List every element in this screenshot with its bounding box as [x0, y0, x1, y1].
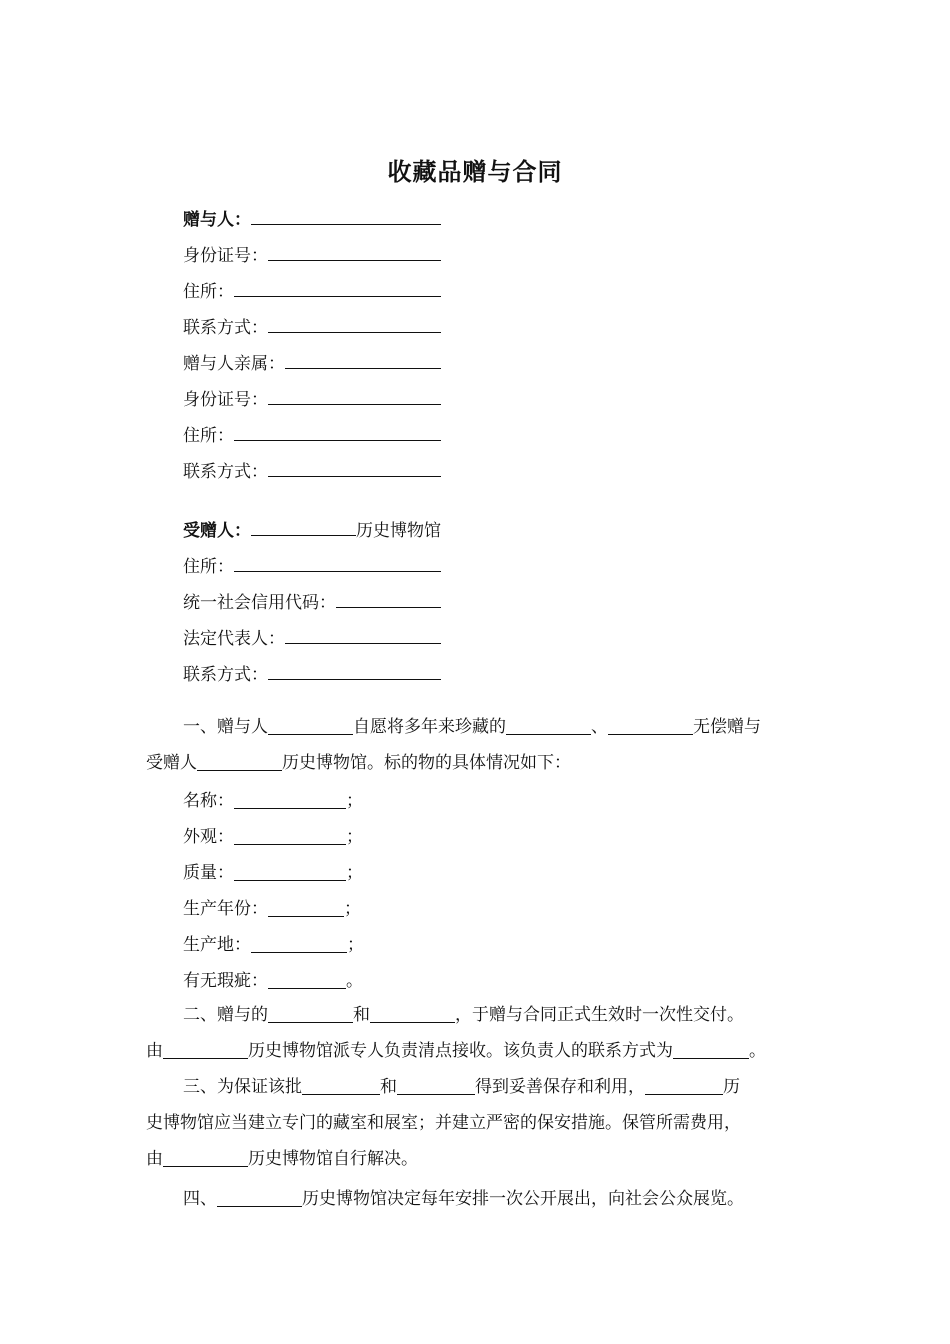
donor-address-row	[183, 266, 441, 302]
museum-blank[interactable]	[197, 752, 282, 771]
clause-text: 受赠人	[146, 753, 197, 773]
recipient-credit-code-blank[interactable]	[336, 587, 441, 608]
donor-address-blank[interactable]	[234, 276, 441, 297]
clause-text: 得到妥善保存和利用，	[475, 1077, 645, 1097]
recipient-name-blank[interactable]	[251, 515, 356, 536]
item-blank[interactable]	[302, 1076, 380, 1095]
item-year-blank[interactable]	[268, 898, 344, 917]
item-quality-row	[183, 855, 364, 891]
donor-id-row	[183, 230, 441, 266]
clause-text: 自愿将多年来珍藏的	[353, 717, 506, 737]
donor-blank[interactable]	[268, 716, 353, 735]
item-origin-blank[interactable]	[251, 934, 347, 953]
clause-text: 历史博物馆自行解决。	[248, 1149, 418, 1169]
item-defect-blank[interactable]	[268, 970, 346, 989]
clause-3-line-2	[146, 1105, 806, 1141]
item-end: ；	[346, 863, 363, 883]
relative-address-row	[183, 410, 441, 446]
document-title: 收藏品赠与合同	[387, 158, 563, 186]
id-label: 身份证号：	[183, 246, 268, 266]
relative-label: 赠与人亲属：	[183, 354, 285, 374]
relative-id-blank[interactable]	[268, 384, 441, 405]
relative-contact-blank[interactable]	[268, 456, 441, 477]
clause-text: 历史博物馆。标的物的具体情况如下：	[282, 753, 571, 773]
item-end: ；	[347, 935, 364, 955]
clause-text: 史博物馆应当建立专门的藏室和展室；并建立严密的保安措施。保管所需费用，	[146, 1113, 741, 1133]
donor-name-blank[interactable]	[251, 204, 441, 225]
clause-text: 由	[146, 1041, 163, 1061]
item-end: ；	[346, 827, 363, 847]
clause-4	[146, 1181, 806, 1217]
donor-label: 赠与人：	[183, 210, 251, 230]
clause-1-line-2	[146, 745, 806, 781]
item-label: 有无瑕疵：	[183, 971, 268, 991]
item-name-row	[183, 783, 364, 819]
relative-address-blank[interactable]	[234, 420, 441, 441]
item-label: 外观：	[183, 827, 234, 847]
item-blank[interactable]	[506, 716, 591, 735]
donor-name-row	[183, 194, 441, 230]
item-year-row	[183, 891, 364, 927]
relative-contact-row	[183, 446, 441, 482]
item-appearance-blank[interactable]	[234, 826, 346, 845]
clause-text: 二、赠与的	[183, 1005, 268, 1025]
item-name-blank[interactable]	[234, 790, 346, 809]
clause-2	[146, 997, 806, 1069]
museum-blank[interactable]	[163, 1148, 248, 1167]
item-end: ；	[346, 791, 363, 811]
clause-text: 、	[591, 717, 608, 737]
item-end: ；	[344, 899, 361, 919]
clause-3-line-1	[146, 1069, 806, 1105]
recipient-name-row	[183, 505, 441, 541]
donor-id-blank[interactable]	[268, 240, 441, 261]
item-label: 生产年份：	[183, 899, 268, 919]
item-label: 生产地：	[183, 935, 251, 955]
recipient-legal-rep-blank[interactable]	[285, 623, 441, 644]
clause-text: 一、赠与人	[183, 717, 268, 737]
contact-label: 联系方式：	[183, 318, 268, 338]
recipient-label: 受赠人：	[183, 521, 251, 541]
clause-text: 和	[353, 1005, 370, 1025]
relative-name-blank[interactable]	[285, 348, 441, 369]
item-label: 质量：	[183, 863, 234, 883]
clause-1	[146, 709, 806, 781]
address-label: 住所：	[183, 557, 234, 577]
clause-text: 。	[749, 1041, 766, 1061]
museum-blank[interactable]	[217, 1188, 302, 1207]
recipient-legal-rep-row	[183, 613, 441, 649]
contact-blank[interactable]	[673, 1040, 749, 1059]
recipient-contact-blank[interactable]	[268, 659, 441, 680]
clause-text: 历史博物馆派专人负责清点接收。该负责人的联系方式为	[248, 1041, 673, 1061]
legal-rep-label: 法定代表人：	[183, 629, 285, 649]
credit-code-label: 统一社会信用代码：	[183, 593, 336, 613]
clause-2-line-2	[146, 1033, 806, 1069]
museum-blank[interactable]	[163, 1040, 248, 1059]
address-label: 住所：	[183, 282, 234, 302]
id-label: 身份证号：	[183, 390, 268, 410]
relative-name-row	[183, 338, 441, 374]
item-blank[interactable]	[608, 716, 693, 735]
recipient-address-row	[183, 541, 441, 577]
clause-text: 历	[723, 1077, 740, 1097]
clause-4-line-1	[146, 1181, 806, 1217]
clause-text: 和	[380, 1077, 397, 1097]
item-details-list	[183, 783, 364, 999]
item-appearance-row	[183, 819, 364, 855]
museum-blank[interactable]	[645, 1076, 723, 1095]
clause-3-line-3	[146, 1141, 806, 1177]
relative-id-row	[183, 374, 441, 410]
clause-text: 三、为保证该批	[183, 1077, 302, 1097]
item-blank[interactable]	[370, 1004, 455, 1023]
item-end: 。	[346, 971, 363, 991]
clause-text: ，于赠与合同正式生效时一次性交付。	[455, 1005, 744, 1025]
museum-suffix: 历史博物馆	[356, 521, 441, 541]
clause-text: 由	[146, 1149, 163, 1169]
address-label: 住所：	[183, 426, 234, 446]
recipient-credit-code-row	[183, 577, 441, 613]
item-defect-row	[183, 963, 364, 999]
donor-contact-row	[183, 302, 441, 338]
item-origin-row	[183, 927, 364, 963]
recipient-contact-row	[183, 649, 441, 685]
item-blank[interactable]	[268, 1004, 353, 1023]
donor-contact-blank[interactable]	[268, 312, 441, 333]
clause-2-line-1	[146, 997, 806, 1033]
item-quality-blank[interactable]	[234, 862, 346, 881]
item-label: 名称：	[183, 791, 234, 811]
recipient-address-blank[interactable]	[234, 551, 441, 572]
clause-text: 历史博物馆决定每年安排一次公开展出，向社会公众展览。	[302, 1189, 744, 1209]
recipient-section	[183, 505, 441, 685]
donor-section	[183, 194, 441, 482]
contact-label: 联系方式：	[183, 462, 268, 482]
clause-3	[146, 1069, 806, 1177]
clause-1-line-1	[146, 709, 806, 745]
item-blank[interactable]	[397, 1076, 475, 1095]
clause-text: 四、	[183, 1189, 217, 1209]
contact-label: 联系方式：	[183, 665, 268, 685]
clause-text: 无偿赠与	[693, 717, 761, 737]
